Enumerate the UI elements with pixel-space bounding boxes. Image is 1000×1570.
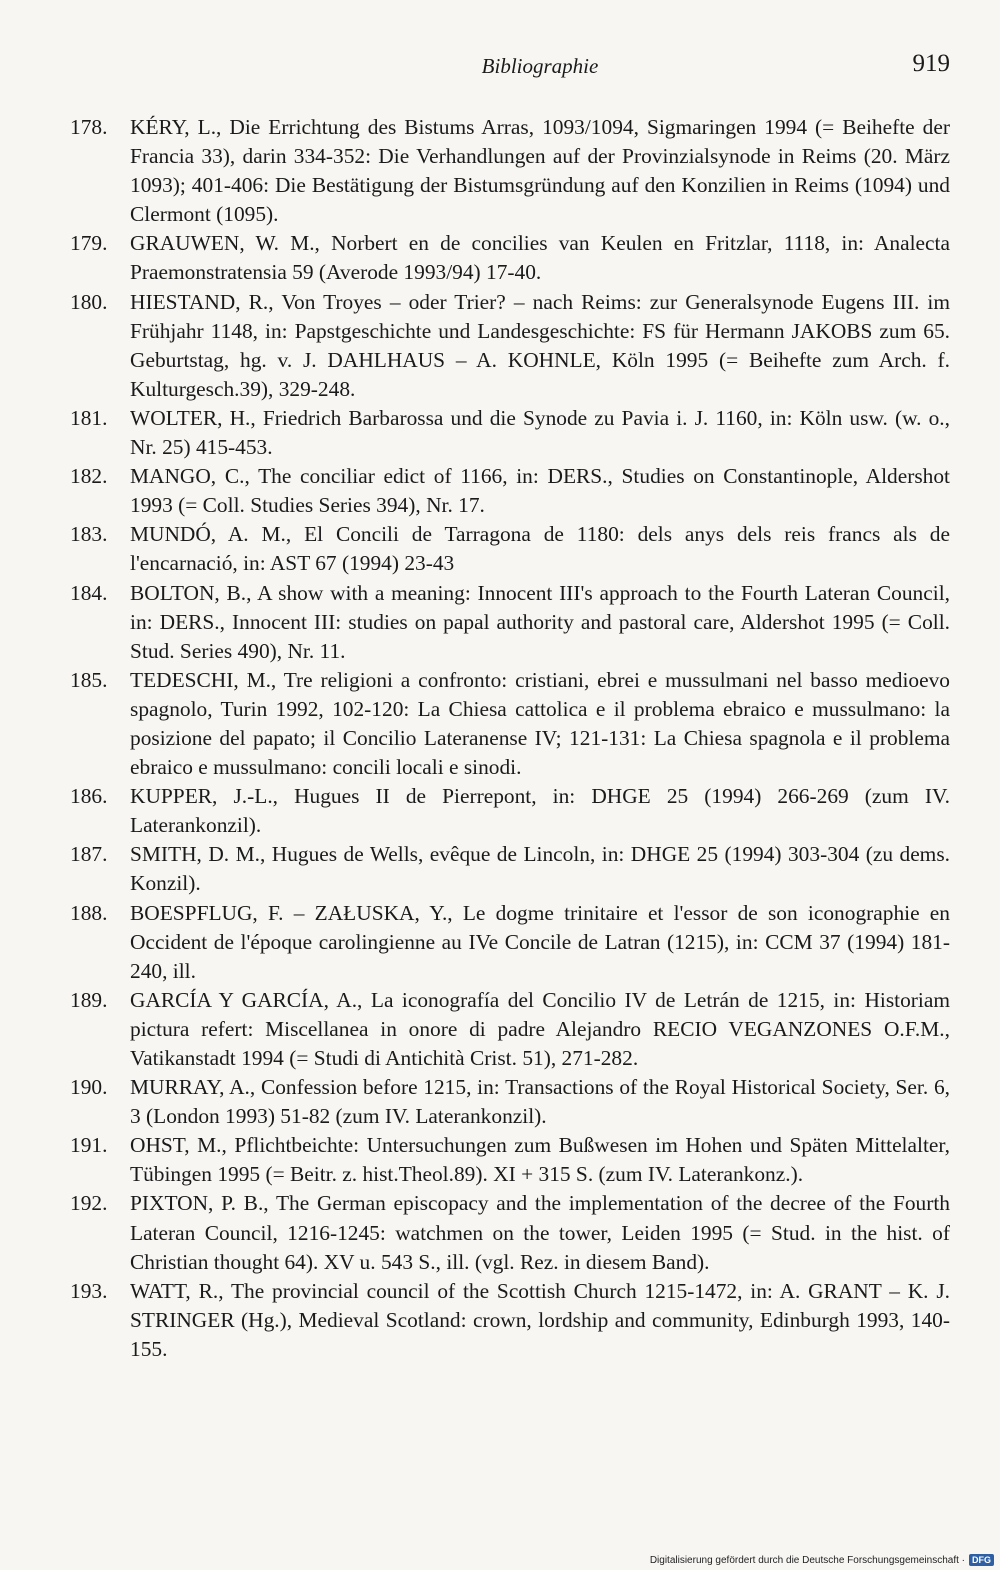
bibliography-entry [70,840,950,898]
entry-text: MANGO, C., The conciliar edict of 1166, in: DERS., Studies on Constantinople, Aldershot 1993 (= Coll. Studies Series 394), Nr. 17. [130,464,950,518]
entry-text: MURRAY, A., Confession before 1215, in: Transactions of the Royal Historical Society, Ser. 6, 3 (London 1993) 51-82 (zum IV. Laterankonzil). [130,1075,950,1129]
entry-text: PIXTON, P. B., The German episcopacy and the implementation of the decree of the Fourth Lateran Council, 1216-1245: watchmen on the tower, Leiden 1995 (= Stud. in the hist. of Christian thought 64). XV u. 543 S., ill. (vgl. Rez. in diesem Band). [130,1191,950,1274]
bibliography-entry [70,782,950,840]
entry-text: SMITH, D. M., Hugues de Wells, evêque de Lincoln, in: DHGE 25 (1994) 303-304 (zu dems. Konzil). [130,842,950,896]
bibliography-entry [70,1131,950,1189]
entry-text: KÉRY, L., Die Errichtung des Bistums Arras, 1093/1094, Sigmaringen 1994 (= Beihefte der Francia 33), darin 334-352: Die Verhandlungen auf der Provinzialsynode in Reims (20. März 1093); 401-406: Die Bestätigung der Bistumsgründung auf den Konzilien in Reims (1094) und Clermont (1095). [130,115,950,227]
entry-text: WOLTER, H., Friedrich Barbarossa und die Synode zu Pavia i. J. 1160, in: Köln usw. (w. o., Nr. 25) 415-453. [130,405,950,460]
bibliography-entry [70,1277,950,1364]
entry-number: 185. [70,667,108,692]
entry-text: GRAUWEN, W. M., Norbert en de concilies van Keulen en Fritzlar, 1118, in: Analecta Praemonstratensia 59 (Averode 1993/94) 17-40. [130,231,950,285]
bibliography-entry [70,1073,950,1131]
entry-number: 188. [70,900,108,925]
entry-number: 183. [70,522,108,547]
bibliography-entry [70,1189,950,1276]
dfg-logo-icon: DFG [969,1554,994,1566]
entry-text: TEDESCHI, M., Tre religioni a confronto: cristiani, ebrei e mussulmani nel basso medioevo spagnolo, Turin 1992, 102-120: La Chiesa cattolica e il problema ebraico e mussulmano: la posizione del papato; il Concilio Lateranense IV; 121-131: La Chiesa spagnola e il problema ebraico e mussulmano: concili locali e sinodi. [130,667,950,780]
bibliography-entry [70,462,950,520]
entry-number: 181. [70,405,108,430]
entry-text: HIESTAND, R., Von Troyes – oder Trier? – nach Reims: zur Generalsynode Eugens III. im Frühjahr 1148, in: Papstgeschichte und Landesgeschichte: FS für Hermann JAKOBS zum 65. Geburtstag, hg. v. J. DAHLHAUS – A. KOHNLE, Köln 1995 (= Beihefte zum Arch. f. Kulturgesch.39), 329-248. [130,289,950,401]
footer [650,1554,994,1566]
page-number: 919 [912,50,950,77]
bibliography-entry [70,986,950,1073]
entry-number: 180. [70,289,108,314]
bibliography-entry [70,666,950,782]
entry-text: WATT, R., The provincial council of the Scottish Church 1215-1472, in: A. GRANT – K. J. STRINGER (Hg.), Medieval Scotland: crown, lordship and community, Edinburgh 1993, 140-155. [130,1278,950,1361]
footer-credit: Digitalisierung gefördert durch die Deutsche Forschungsgemeinschaft · [649,1554,965,1566]
bibliography-entry [70,579,950,666]
running-title: Bibliographie [481,54,599,78]
bibliography-entry [70,899,950,986]
entry-number: 179. [70,231,108,256]
entry-text: BOLTON, B., A show with a meaning: Innocent III's approach to the Fourth Lateran Council, in: DERS., Innocent III: studies on papal authority and pastoral care, Aldershot 1995 (= Coll. Stud. Series 490), Nr. 11. [130,580,950,663]
entry-number: 189. [70,987,108,1012]
entry-text: GARCÍA Y GARCÍA, A., La iconografía del Concilio IV de Letrán de 1215, in: Historiam pictura refert: Miscellanea in onore di padre Alejandro RECIO VEGANZONES O.F.M., Vatikanstadt 1994 (= Studi di Antichità Crist. 51), 271-282. [130,987,950,1070]
entry-text: MUNDÓ, A. M., El Concili de Tarragona de 1180: dels anys dels reis francs als de l'encarnació, in: AST 67 (1994) 23-43 [130,522,950,576]
bibliography-entry [70,288,950,404]
bibliography-entry [70,113,950,229]
bibliography-entry [70,404,950,462]
entry-number: 191. [70,1133,108,1158]
entry-number: 192. [70,1191,108,1216]
bibliography-list [70,113,950,1364]
bibliography-entry [70,229,950,287]
entry-number: 193. [70,1278,108,1303]
bibliography-entry [70,520,950,578]
page-header [130,50,950,86]
entry-number: 186. [70,784,108,809]
entry-number: 182. [70,464,108,489]
entry-text: KUPPER, J.-L., Hugues II de Pierrepont, in: DHGE 25 (1994) 266-269 (zum IV. Laterankonzil). [130,784,950,838]
entry-number: 178. [70,115,108,139]
entry-number: 190. [70,1075,108,1100]
entry-number: 184. [70,580,108,605]
entry-number: 187. [70,842,108,867]
entry-text: OHST, M., Pflichtbeichte: Untersuchungen zum Bußwesen im Hohen und Späten Mittelalter, Tübingen 1995 (= Beitr. z. hist.Theol.89). XI + 315 S. (zum IV. Laterankonz.). [130,1133,950,1187]
entry-text: BOESPFLUG, F. – ZAŁUSKA, Y., Le dogme trinitaire et l'essor de son iconographie en Occident de l'époque carolingienne au IVe Concile de Latran (1215), in: CCM 37 (1994) 181-240, ill. [130,900,950,983]
